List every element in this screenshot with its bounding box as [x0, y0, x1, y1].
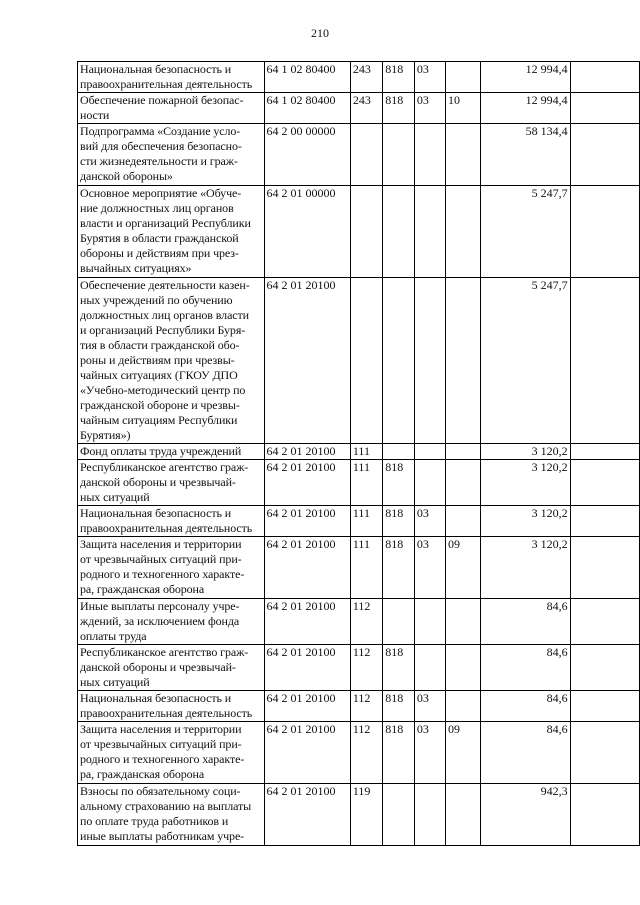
- section-code-cell: [414, 444, 445, 460]
- subsection-code-cell: [446, 278, 481, 444]
- row-name-text: Республиканское агентство граж- данской обороны и чрезвычай- ных ситуаций: [80, 645, 249, 689]
- subsection-code-cell: 09: [446, 537, 481, 599]
- empty-extra-cell: [570, 599, 639, 645]
- target-article-code-cell: 64 1 02 80400: [264, 62, 350, 93]
- row-name-cell: [78, 645, 265, 691]
- section-code-cell: 03: [414, 93, 445, 124]
- amount-cell: 84,6: [480, 722, 570, 784]
- subsection-code-cell: [446, 691, 481, 722]
- table-row: [78, 784, 640, 846]
- subsection-code-cell: 09: [446, 722, 481, 784]
- row-name-text: Республиканское агентство граж- данской обороны и чрезвычай- ных ситуаций: [80, 460, 249, 504]
- row-name-text: Обеспечение пожарной безопас- ности: [80, 93, 244, 122]
- administrator-code-cell: 818: [383, 645, 415, 691]
- row-name-cell: [78, 186, 265, 278]
- subsection-code-cell: [446, 506, 481, 537]
- administrator-code-cell: 818: [383, 62, 415, 93]
- target-article-code-cell: 64 2 01 20100: [264, 506, 350, 537]
- expense-type-code-cell: 112: [350, 599, 382, 645]
- subsection-code-cell: [446, 62, 481, 93]
- row-name-text: Иные выплаты персоналу учре- ждений, за исключением фонда оплаты труда: [80, 599, 240, 643]
- amount-cell: 84,6: [480, 645, 570, 691]
- empty-extra-cell: [570, 460, 639, 506]
- amount-cell: 12 994,4: [480, 93, 570, 124]
- empty-extra-cell: [570, 93, 639, 124]
- administrator-code-cell: [383, 186, 415, 278]
- row-name-cell: [78, 278, 265, 444]
- table-row: [78, 278, 640, 444]
- row-name-text: Защита населения и территории от чрезвычайных ситуаций при- родного и техногенного характе- ра, гражданская оборона: [80, 722, 245, 781]
- target-article-code-cell: 64 2 00 00000: [264, 124, 350, 186]
- table-row: [78, 599, 640, 645]
- empty-extra-cell: [570, 278, 639, 444]
- expense-type-code-cell: [350, 124, 382, 186]
- expense-type-code-cell: 111: [350, 537, 382, 599]
- expense-type-code-cell: 111: [350, 444, 382, 460]
- administrator-code-cell: 818: [383, 691, 415, 722]
- page-number: 210: [311, 26, 329, 40]
- empty-extra-cell: [570, 537, 639, 599]
- target-article-code-cell: 64 2 01 20100: [264, 645, 350, 691]
- amount-cell: 942,3: [480, 784, 570, 846]
- target-article-code-cell: 64 2 01 20100: [264, 460, 350, 506]
- expense-type-code-cell: 112: [350, 645, 382, 691]
- row-name-cell: [78, 537, 265, 599]
- section-code-cell: [414, 784, 445, 846]
- section-code-cell: 03: [414, 506, 445, 537]
- row-name-text: Защита населения и территории от чрезвычайных ситуаций при- родного и техногенного характе- ра, гражданская оборона: [80, 537, 245, 596]
- amount-cell: 3 120,2: [480, 506, 570, 537]
- row-name-cell: [78, 691, 265, 722]
- row-name-text: Национальная безопасность и правоохранительная деятельность: [80, 506, 253, 535]
- target-article-code-cell: 64 2 01 20100: [264, 444, 350, 460]
- section-code-cell: [414, 124, 445, 186]
- row-name-text: Обеспечение деятельности казен- ных учреждений по обучению должностных лиц органов власти и организаций Республики Буря- тия в области гражданской обо- роны и действиям при чрезвы- чайных ситуациях (ГКОУ ДПО «Учебно-методический центр по гражданской обороне и чрезвы- чайным ситуациям Республики Бурятия»): [80, 278, 250, 442]
- table-row: [78, 444, 640, 460]
- expense-type-code-cell: 112: [350, 722, 382, 784]
- table-row: [78, 691, 640, 722]
- section-code-cell: [414, 278, 445, 444]
- empty-extra-cell: [570, 62, 639, 93]
- expense-type-code-cell: 112: [350, 691, 382, 722]
- table-row: [78, 460, 640, 506]
- section-code-cell: [414, 645, 445, 691]
- amount-cell: 12 994,4: [480, 62, 570, 93]
- empty-extra-cell: [570, 722, 639, 784]
- administrator-code-cell: [383, 124, 415, 186]
- target-article-code-cell: 64 2 01 20100: [264, 722, 350, 784]
- row-name-cell: [78, 93, 265, 124]
- target-article-code-cell: 64 2 01 20100: [264, 691, 350, 722]
- subsection-code-cell: 10: [446, 93, 481, 124]
- administrator-code-cell: [383, 444, 415, 460]
- section-code-cell: 03: [414, 537, 445, 599]
- subsection-code-cell: [446, 124, 481, 186]
- amount-cell: 84,6: [480, 691, 570, 722]
- section-code-cell: 03: [414, 691, 445, 722]
- row-name-cell: [78, 62, 265, 93]
- row-name-text: Национальная безопасность и правоохранительная деятельность: [80, 62, 253, 91]
- administrator-code-cell: 818: [383, 537, 415, 599]
- budget-table: [77, 61, 640, 846]
- empty-extra-cell: [570, 186, 639, 278]
- row-name-text: Национальная безопасность и правоохранительная деятельность: [80, 691, 253, 720]
- row-name-cell: [78, 124, 265, 186]
- administrator-code-cell: 818: [383, 722, 415, 784]
- section-code-cell: [414, 599, 445, 645]
- expense-type-code-cell: [350, 186, 382, 278]
- administrator-code-cell: [383, 599, 415, 645]
- amount-cell: 3 120,2: [480, 460, 570, 506]
- administrator-code-cell: 818: [383, 460, 415, 506]
- target-article-code-cell: 64 2 01 20100: [264, 537, 350, 599]
- target-article-code-cell: 64 2 01 20100: [264, 784, 350, 846]
- row-name-cell: [78, 722, 265, 784]
- section-code-cell: 03: [414, 62, 445, 93]
- empty-extra-cell: [570, 645, 639, 691]
- expense-type-code-cell: 119: [350, 784, 382, 846]
- row-name-cell: [78, 460, 265, 506]
- row-name-text: Фонд оплаты труда учреждений: [80, 444, 242, 458]
- table-row: [78, 722, 640, 784]
- expense-type-code-cell: [350, 278, 382, 444]
- row-name-cell: [78, 784, 265, 846]
- row-name-cell: [78, 444, 265, 460]
- administrator-code-cell: 818: [383, 93, 415, 124]
- expense-type-code-cell: 243: [350, 93, 382, 124]
- subsection-code-cell: [446, 784, 481, 846]
- amount-cell: 3 120,2: [480, 537, 570, 599]
- empty-extra-cell: [570, 124, 639, 186]
- section-code-cell: 03: [414, 722, 445, 784]
- subsection-code-cell: [446, 460, 481, 506]
- table-row: [78, 645, 640, 691]
- subsection-code-cell: [446, 444, 481, 460]
- table-row: [78, 186, 640, 278]
- empty-extra-cell: [570, 444, 639, 460]
- amount-cell: 84,6: [480, 599, 570, 645]
- row-name-cell: [78, 506, 265, 537]
- target-article-code-cell: 64 2 01 20100: [264, 599, 350, 645]
- subsection-code-cell: [446, 599, 481, 645]
- subsection-code-cell: [446, 186, 481, 278]
- amount-cell: 3 120,2: [480, 444, 570, 460]
- row-name-text: Взносы по обязательному соци- альному страхованию на выплаты по оплате труда работников и иные выплаты работникам учре-: [80, 784, 252, 843]
- row-name-cell: [78, 599, 265, 645]
- expense-type-code-cell: 111: [350, 506, 382, 537]
- table-row: [78, 124, 640, 186]
- row-name-text: Основное мероприятие «Обуче- ние должностных лиц органов власти и организаций Республики Бурятия в области гражданской обороны и действиям при чрез- вычайных ситуациях»: [80, 186, 251, 275]
- administrator-code-cell: [383, 784, 415, 846]
- section-code-cell: [414, 186, 445, 278]
- amount-cell: 5 247,7: [480, 278, 570, 444]
- amount-cell: 58 134,4: [480, 124, 570, 186]
- budget-table-body: [78, 62, 640, 846]
- target-article-code-cell: 64 1 02 80400: [264, 93, 350, 124]
- expense-type-code-cell: 111: [350, 460, 382, 506]
- table-row: [78, 537, 640, 599]
- table-row: [78, 506, 640, 537]
- empty-extra-cell: [570, 784, 639, 846]
- table-row: [78, 93, 640, 124]
- administrator-code-cell: 818: [383, 506, 415, 537]
- section-code-cell: [414, 460, 445, 506]
- target-article-code-cell: 64 2 01 00000: [264, 186, 350, 278]
- row-name-text: Подпрограмма «Создание усло- вий для обеспечения безопасно- сти жизнедеятельности и граж- данской обороны»: [80, 124, 242, 183]
- administrator-code-cell: [383, 278, 415, 444]
- empty-extra-cell: [570, 506, 639, 537]
- subsection-code-cell: [446, 645, 481, 691]
- target-article-code-cell: 64 2 01 20100: [264, 278, 350, 444]
- empty-extra-cell: [570, 691, 639, 722]
- expense-type-code-cell: 243: [350, 62, 382, 93]
- amount-cell: 5 247,7: [480, 186, 570, 278]
- table-row: [78, 62, 640, 93]
